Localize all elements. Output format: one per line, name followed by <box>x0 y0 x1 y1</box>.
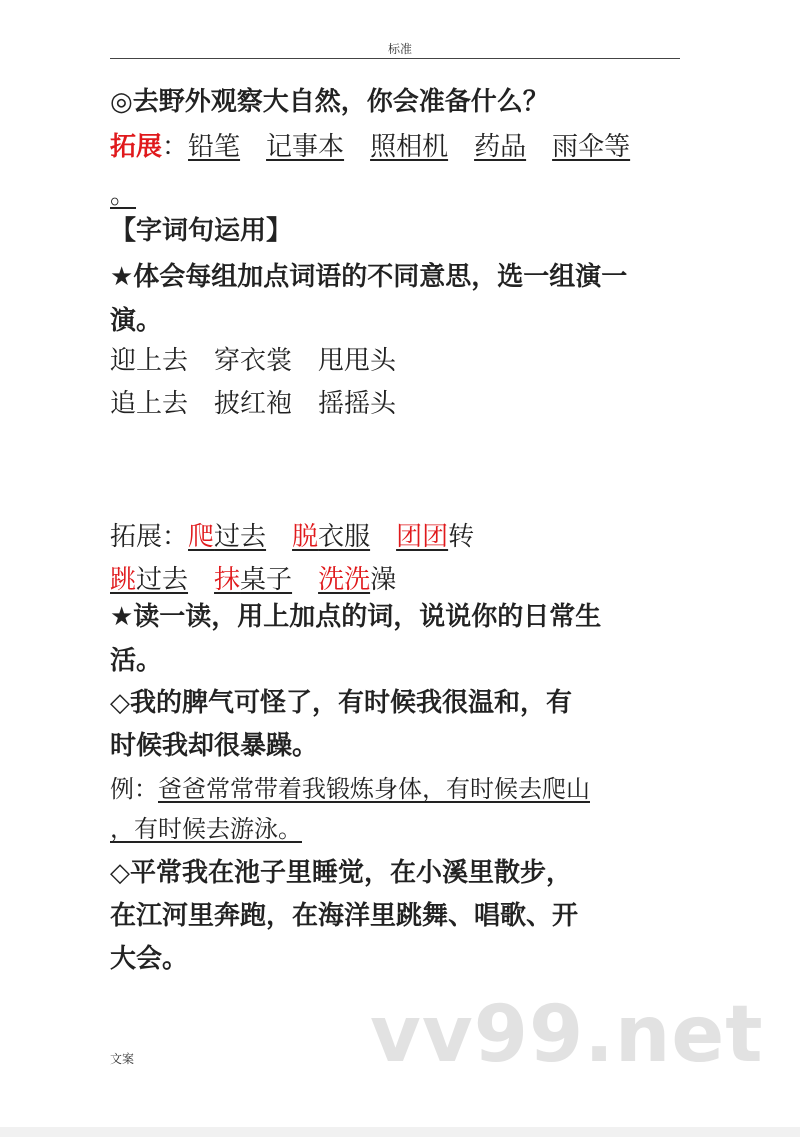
supply-item: 照相机 <box>370 132 449 162</box>
highlight-char: 团团 <box>396 522 449 552</box>
instruction-line: 演。 <box>110 306 163 336</box>
word-rest: 转 <box>448 522 475 552</box>
supply-item: 记事本 <box>266 132 345 162</box>
section-title: 【字词句运用】 <box>110 216 293 246</box>
word-rest: 桌子 <box>240 565 293 595</box>
highlight-char: 洗洗 <box>318 565 371 595</box>
word-item: 迎上去 <box>110 346 189 376</box>
extension-supplies-tail <box>110 178 150 212</box>
watermark: vv99.net <box>370 990 764 1080</box>
extension-label: 拓展 <box>110 132 163 162</box>
supply-item: 雨伞等 <box>552 132 631 162</box>
paragraph-line: ◇我的脾气可怪了，有时候我很温和，有 <box>110 688 572 718</box>
word-item: 穿衣裳 <box>214 346 293 376</box>
header-divider <box>110 58 680 59</box>
word-rest: 衣服 <box>318 522 371 552</box>
word-row <box>110 387 396 421</box>
highlight-char: 脱 <box>292 522 319 552</box>
extension-words <box>188 522 448 552</box>
paragraph-line: 大会。 <box>110 944 189 974</box>
supply-item: 铅笔 <box>188 132 241 162</box>
supplies-list <box>188 132 630 162</box>
page-footer: 文案 <box>110 1052 135 1066</box>
word-item: 摇摇头 <box>318 389 397 419</box>
page-header: 标准 <box>387 42 412 56</box>
supply-item: 药品 <box>474 132 527 162</box>
period-mark: 。 <box>110 180 137 210</box>
paragraph-line: 在江河里奔跑，在海洋里跳舞、唱歌、开 <box>110 901 579 931</box>
highlight-char: 抹 <box>214 565 241 595</box>
word-item: 甩甩头 <box>318 346 397 376</box>
word-item: 披红袍 <box>214 389 293 419</box>
paragraph-line: ◇平常我在池子里睡觉，在小溪里散步， <box>110 858 572 888</box>
example-text: ，有时候去游泳。 <box>110 815 302 843</box>
example-line <box>110 812 320 846</box>
word-rest: 过去 <box>136 565 189 595</box>
example-text: 爸爸常常带着我锻炼身体，有时候去爬山 <box>158 775 590 803</box>
word-rest: 澡 <box>370 565 397 595</box>
extension-words <box>110 565 370 595</box>
instruction-line: 活。 <box>110 646 163 676</box>
word-rest: 过去 <box>214 522 267 552</box>
word-row <box>110 344 396 378</box>
page-bottom-edge <box>0 1127 800 1137</box>
instruction-line: ★读一读，用上加点的词，说说你的日常生 <box>110 602 602 632</box>
example-line <box>110 772 590 806</box>
extension-words-row <box>110 563 396 597</box>
circle-bullet: ◎ <box>110 87 133 117</box>
instruction-line: ★体会每组加点词语的不同意思，选一组演一 <box>110 262 628 292</box>
highlight-char: 跳 <box>110 565 137 595</box>
extension-colon: ： <box>162 132 189 162</box>
question-nature-prep <box>110 85 549 119</box>
paragraph-line: 时候我却很暴躁。 <box>110 731 319 761</box>
extension-supplies <box>110 130 630 164</box>
extension-label: 拓展： <box>110 522 189 552</box>
extension-words-row <box>110 520 474 554</box>
highlight-char: 爬 <box>188 522 215 552</box>
word-item: 追上去 <box>110 389 189 419</box>
example-label: 例： <box>110 775 158 803</box>
question-text: 去野外观察大自然，你会准备什么？ <box>132 87 549 117</box>
